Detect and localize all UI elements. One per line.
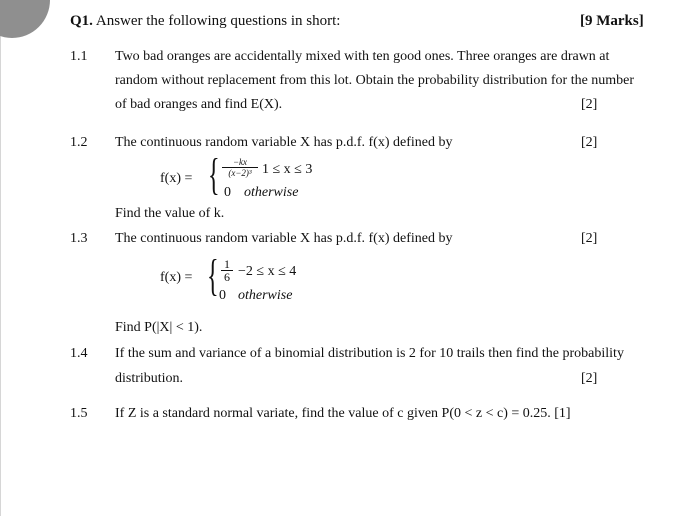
q1-1-number: 1.1 bbox=[70, 49, 88, 64]
q1-3-case1-condition: −2 ≤ x ≤ 4 bbox=[238, 264, 297, 279]
q1-3-case2-value: 0 bbox=[219, 288, 226, 303]
q1-2-case1-condition: 1 ≤ x ≤ 3 bbox=[262, 162, 313, 177]
q1-1-line-3: of bad oranges and find E(X). bbox=[115, 97, 283, 112]
q1-5-text: If Z is a standard normal variate, find the value of c given P(0 < z < c) = 0.25. [1] bbox=[115, 406, 571, 421]
q1-2-marks: [2] bbox=[581, 135, 598, 150]
q1-1-line-1: Two bad oranges are accidentally mixed with ten good ones. Three oranges are drawn at bbox=[115, 49, 610, 64]
q1-3-f-lhs: f(x) = bbox=[160, 270, 193, 285]
question-header bbox=[70, 13, 340, 30]
q1-2-fraction bbox=[222, 157, 258, 178]
q1-4-line-1: If the sum and variance of a binomial distribution is 2 for 10 trails then find the probability bbox=[115, 346, 624, 361]
question-instruction: Answer the following questions in short: bbox=[95, 13, 341, 29]
q1-2-intro: The continuous random variable X has p.d.f. f(x) defined by bbox=[115, 135, 453, 150]
q1-2-case2-value: 0 bbox=[224, 185, 231, 200]
q1-4-number: 1.4 bbox=[70, 346, 88, 361]
q1-2-case2-condition: otherwise bbox=[244, 185, 299, 200]
q1-3-marks: [2] bbox=[581, 231, 598, 246]
q1-2-f-lhs: f(x) = bbox=[160, 171, 193, 186]
total-marks: [9 Marks] bbox=[580, 13, 644, 29]
q1-3-frac-denominator: 6 bbox=[221, 270, 233, 283]
q1-4-line-2: distribution. bbox=[115, 371, 184, 386]
q1-3-brace: { bbox=[207, 251, 219, 300]
q1-2-number: 1.2 bbox=[70, 135, 88, 150]
q1-2-frac-denominator: (x−2)³ bbox=[222, 167, 258, 178]
q1-3-frac-numerator: 1 bbox=[224, 257, 230, 271]
q1-2-frac-numerator: −kx bbox=[232, 157, 248, 167]
q1-3-ask: Find P(|X| < 1). bbox=[115, 320, 203, 335]
q1-1-line-2: random without replacement from this lot. Obtain the probability distribution for the number bbox=[115, 73, 635, 88]
corner-avatar-circle bbox=[0, 0, 50, 38]
q1-3-case2-condition: otherwise bbox=[238, 288, 293, 303]
q1-4-marks: [2] bbox=[581, 371, 598, 386]
question-label: Q1. bbox=[70, 13, 93, 29]
q1-3-number: 1.3 bbox=[70, 231, 88, 246]
q1-3-intro: The continuous random variable X has p.d.f. f(x) defined by bbox=[115, 231, 453, 246]
q1-2-ask: Find the value of k. bbox=[115, 206, 225, 221]
q1-3-fraction bbox=[221, 258, 233, 283]
page-edge bbox=[0, 0, 1, 516]
q1-2-brace: { bbox=[208, 150, 220, 199]
q1-1-marks: [2] bbox=[581, 97, 598, 112]
q1-5-number: 1.5 bbox=[70, 406, 88, 421]
